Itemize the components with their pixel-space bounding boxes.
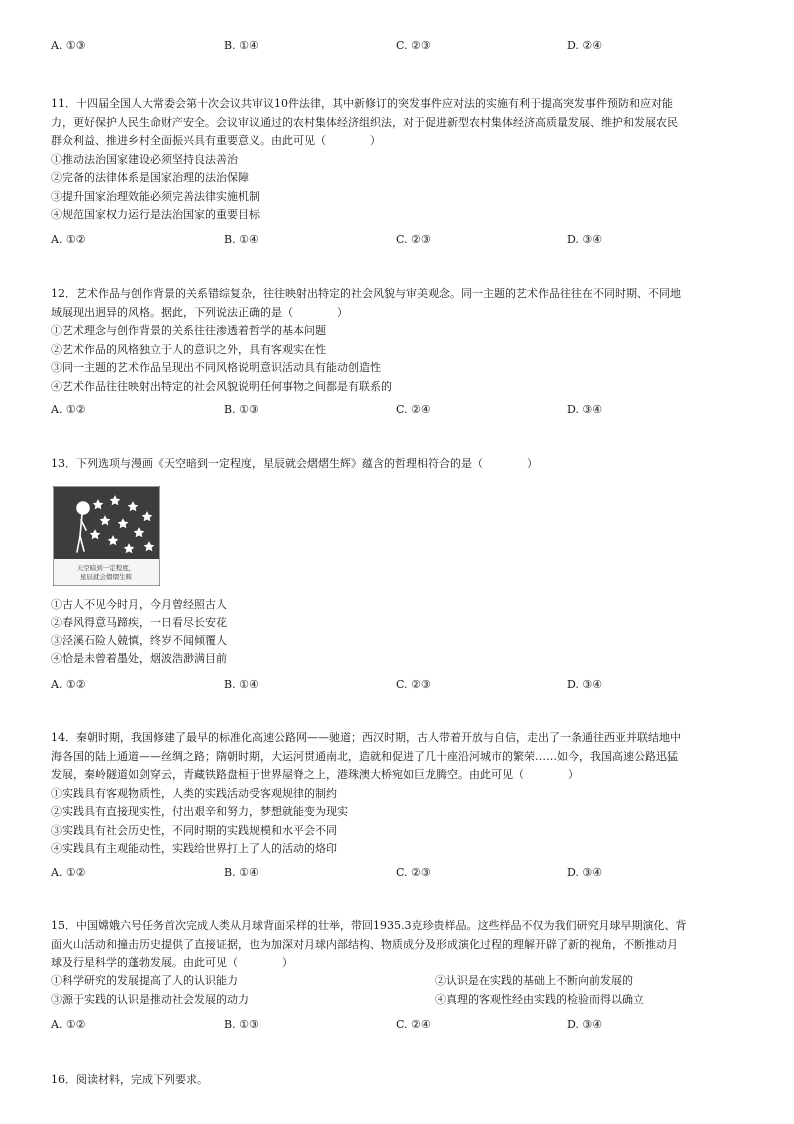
q15-statement-1: ①科学研究的发展提高了人的认识能力: [51, 974, 238, 987]
q13-option-a[interactable]: A. ①②: [51, 678, 86, 691]
q15-stem-line: 球及行星科学的蓬勃发展。由此可见（ ）: [51, 956, 293, 969]
q10-option-b[interactable]: B. ①④: [224, 39, 259, 52]
q11-stem-line: 11．十四届全国人大常委会第十次会议共审议10件法律，其中新修订的突发事件应对法的实施有利于提高突发事件预防和应对能: [51, 97, 673, 110]
q14-option-d[interactable]: D. ③④: [567, 866, 603, 879]
q13-statement-4: ④恰是未曾着墨处，烟波浩渺满目前: [51, 652, 227, 665]
q11-statement-1: ①推动法治国家建设必须坚持良法善治: [51, 152, 238, 166]
q15-stem-line: 面火山活动和撞击历史提供了直接证据，也为加深对月球内部结构、物质成分及形成演化过程的理解开辟了新的视角，不断推动月: [51, 937, 678, 951]
q14-option-b[interactable]: B. ①④: [224, 866, 259, 879]
q13-option-b[interactable]: B. ①④: [224, 678, 259, 691]
q12-options: [0, 402, 794, 418]
q12-statement-2: ②艺术作品的风格独立于人的意识之外，具有客观实在性: [51, 342, 326, 356]
q13-stem-line: 13．下列选项与漫画《天空暗到一定程度，星辰就会熠熠生辉》蕴含的哲理相符合的是（ ）: [51, 457, 538, 470]
q10-option-c[interactable]: C. ②③: [396, 39, 431, 52]
q13-option-d[interactable]: D. ③④: [567, 678, 603, 691]
q14-statement-3: ③实践具有社会历史性，不同时期的实践规模和水平会不同: [51, 823, 337, 837]
q12-question: [51, 285, 751, 396]
q15-stem-line: 15．中国嫦娥六号任务首次完成人类从月球背面采样的壮举，带回1935.3克珍贵样品。这些样品不仅为我们研究月球早期演化、背: [51, 919, 687, 932]
q12-statement-4: ④艺术作品往往映射出特定的社会风貌说明任何事物之间都是有联系的: [51, 379, 392, 393]
q14-options: [0, 865, 794, 881]
q14-statement-4: ④实践具有主观能动性，实践给世界打上了人的活动的烙印: [51, 842, 337, 855]
q15-option-b[interactable]: B. ①③: [224, 1018, 259, 1031]
q15-statement-3: ③源于实践的认识是推动社会发展的动力: [51, 992, 249, 1006]
q15-statement-4: ④真理的客观性经由实践的检验而得以确立: [435, 992, 644, 1006]
q10-options: [0, 38, 794, 54]
q12-statement-3: ③同一主题的艺术作品呈现出不同风格说明意识活动具有能动创造性: [51, 361, 381, 374]
q13-option-c[interactable]: C. ②③: [396, 678, 431, 691]
q10-option-a[interactable]: A. ①③: [51, 39, 86, 52]
q14-option-c[interactable]: C. ②③: [396, 866, 431, 879]
q14-stem-line: 发展，秦岭隧道如剑穿云，青藏铁路盘桓于世界屋脊之上，港珠澳大桥宛如巨龙腾空。由此可见（ ）: [51, 768, 579, 781]
q13-statement-1: ①古人不见今时月，今月曾经照古人: [51, 598, 227, 611]
q16-stem: 16．阅读材料，完成下列要求。: [51, 1073, 208, 1086]
q13-question: [51, 455, 751, 474]
q13-statement-2: ②春风得意马蹄疾，一日看尽长安花: [51, 616, 227, 629]
q11-statement-3: ③提升国家治理效能必须完善法律实施机制: [51, 189, 260, 203]
q12-stem-line: 域展现出迥异的风格。据此，下列说法正确的是（ ）: [51, 305, 348, 319]
q15-option-c[interactable]: C. ②④: [396, 1018, 431, 1031]
q14-stem-line: 14．秦朝时期，我国修建了最早的标准化高速公路网——驰道；西汉时期，古人带着开放与自信，走出了一条通往西亚并联结地中: [51, 731, 681, 744]
q12-statement-1: ①艺术理念与创作背景的关系往往渗透着哲学的基本问题: [51, 324, 326, 337]
q15-options: [0, 1017, 794, 1033]
q15-option-a[interactable]: A. ①②: [51, 1018, 86, 1031]
q11-stem-line: 力，更好保护人民生命财产安全。会议审议通过的农村集体经济组织法，对于促进新型农村集体经济高质量发展、维护和发展农民: [51, 115, 678, 129]
q11-stem-line: 群众利益、推进乡村全面振兴具有重要意义。由此可见（ ）: [51, 134, 381, 147]
cartoon-caption-line-1: 天空暗到一定程度，: [76, 564, 136, 572]
q14-statement-2: ②实践具有直接现实性，付出艰辛和努力，梦想就能变为现实: [51, 805, 348, 818]
q16-question: [51, 1071, 751, 1090]
q11-statement-4: ④规范国家权力运行是法治国家的重要目标: [51, 208, 260, 221]
q13-statements: [51, 596, 227, 668]
q10-option-d[interactable]: D. ②④: [567, 39, 603, 52]
q14-question: [51, 729, 751, 859]
q13-statement-3: ③泾溪石险人兢慎，终岁不闻倾覆人: [51, 634, 227, 647]
q11-option-a[interactable]: A. ①②: [51, 233, 86, 246]
q15-statements: [51, 972, 751, 1009]
cartoon-caption-line-2: 星辰就会熠熠生辉: [80, 573, 132, 581]
q11-options: [0, 232, 794, 248]
q15-question: [51, 917, 751, 973]
q13-cartoon: [53, 486, 160, 586]
q14-stem-line: 海各国的陆上通道——丝绸之路；隋朝时期，大运河贯通南北，造就和促进了几十座沿河城市的繁荣……如今，我国高速公路迅猛: [51, 749, 678, 763]
q14-statement-1: ①实践具有客观物质性，人类的实践活动受客观规律的制约: [51, 786, 337, 800]
q12-option-c[interactable]: C. ②④: [396, 403, 431, 416]
q12-stem-line: 12．艺术作品与创作背景的关系错综复杂，往往映射出特定的社会风貌与审美观念。同一主题的艺术作品往往在不同时期、不同地: [51, 287, 681, 300]
q11-option-b[interactable]: B. ①④: [224, 233, 259, 246]
q12-option-d[interactable]: D. ③④: [567, 403, 603, 416]
q12-option-b[interactable]: B. ①③: [224, 403, 259, 416]
q13-options: [0, 677, 794, 693]
q11-question: [51, 95, 751, 225]
q15-statement-2: ②认识是在实践的基础上不断向前发展的: [435, 974, 633, 987]
q11-option-d[interactable]: D. ③④: [567, 233, 603, 246]
q14-option-a[interactable]: A. ①②: [51, 866, 86, 879]
q11-statement-2: ②完备的法律体系是国家治理的法治保障: [51, 171, 249, 184]
q15-option-d[interactable]: D. ③④: [567, 1018, 603, 1031]
q12-option-a[interactable]: A. ①②: [51, 403, 86, 416]
q11-option-c[interactable]: C. ②③: [396, 233, 431, 246]
